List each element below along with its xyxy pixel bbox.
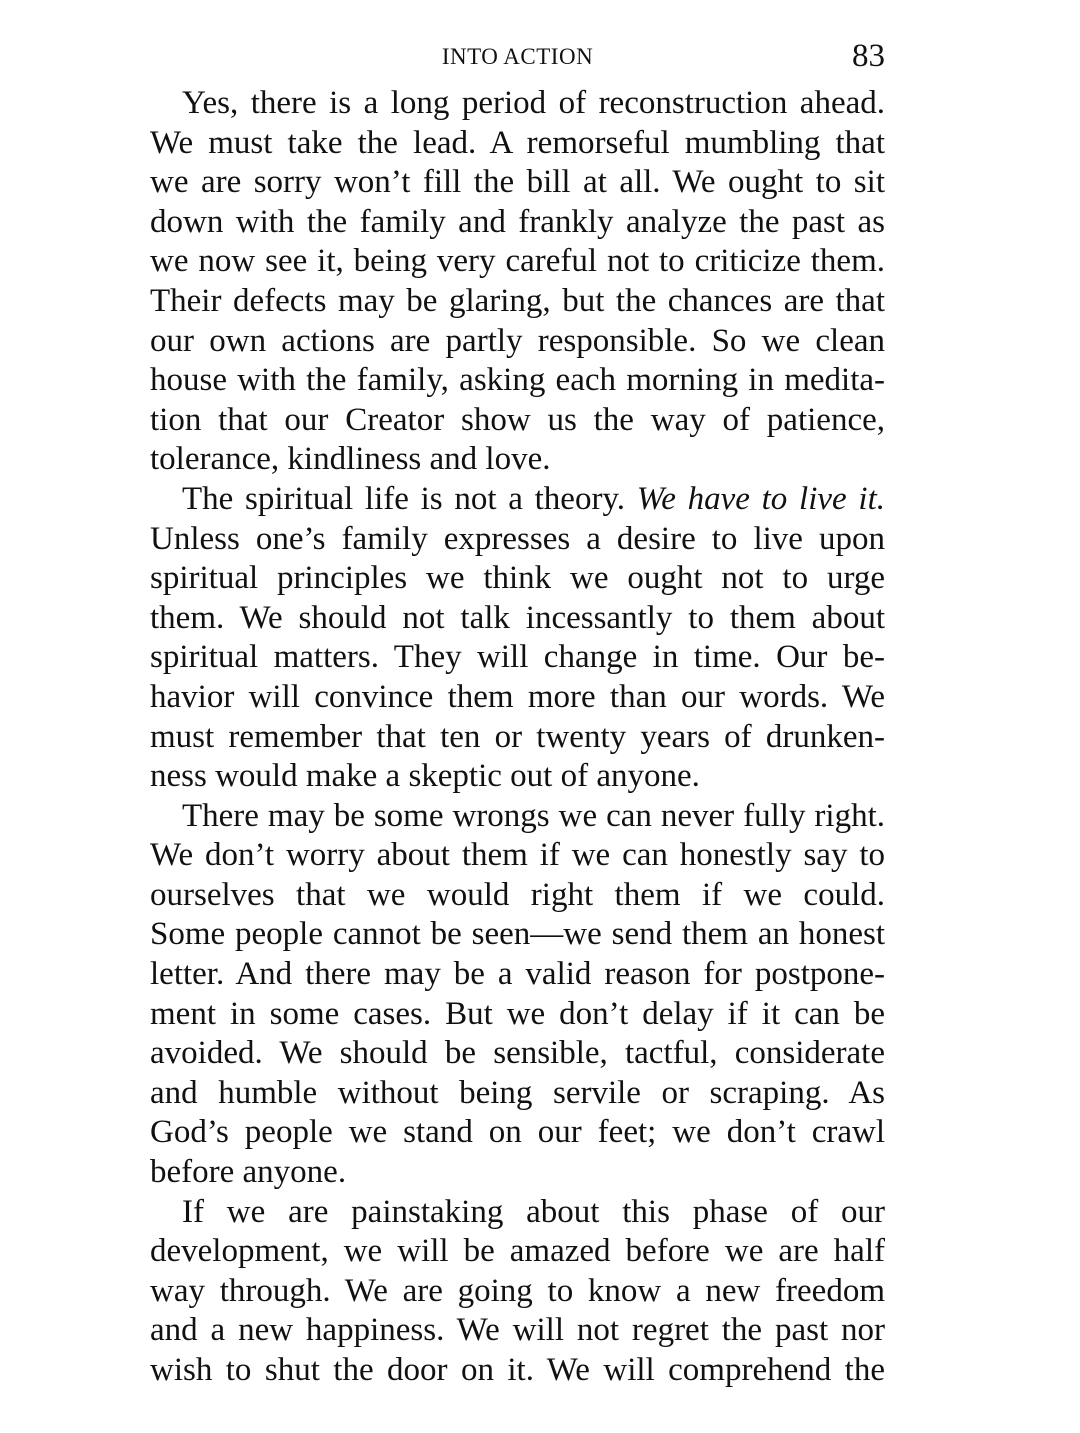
running-title: INTO ACTION (441, 44, 594, 69)
text-line (150, 836, 885, 876)
text-line-content: Yes, there is a long period of reconstruction ahead. (182, 85, 885, 121)
text-line-content: tolerance, kindliness and love. (150, 441, 551, 478)
text-line (150, 876, 885, 916)
text-line (150, 1113, 885, 1153)
text-line (150, 1232, 885, 1272)
page-number: 83 (852, 38, 885, 74)
text-line (150, 678, 885, 718)
text-line (150, 440, 885, 480)
text-line-content: we are sorry won’t fill the bill at all. We ought to sit (150, 164, 885, 201)
text-line (150, 955, 885, 995)
text-line (150, 718, 885, 758)
text-line (150, 401, 885, 441)
text-line-content: spiritual principles we think we ought not to urge (150, 560, 885, 597)
text-line (150, 1153, 885, 1193)
text-line-content: Some people cannot be seen—we send them an honest (150, 916, 885, 953)
text-line-content: We must take the lead. A remorseful mumbling that (150, 124, 885, 161)
text-line (150, 638, 885, 678)
text-line-content: our own actions are partly responsible. So we clean (150, 322, 885, 359)
text-line-content: letter. And there may be a valid reason for postpone- (150, 956, 885, 993)
text-line (150, 915, 885, 955)
text-line-content: If we are painstaking about this phase of our (182, 1193, 885, 1230)
text-line (150, 1074, 885, 1114)
text-line-content: house with the family, asking each morning in medita- (150, 362, 885, 399)
text-line-content: development, we will be amazed before we are half (150, 1233, 885, 1270)
text-line-content: them. We should not talk incessantly to them about (150, 599, 885, 636)
text-line-content: The spiritual life is not a theory. (182, 480, 637, 517)
text-line (150, 599, 885, 639)
text-line (150, 559, 885, 599)
text-line-content: ness would make a skeptic out of anyone. (150, 758, 700, 795)
text-line-content: There may be some wrongs we can never fully right. (182, 797, 885, 834)
text-line-content: down with the family and frankly analyze the past as (150, 203, 885, 240)
paragraph-first-line (150, 1193, 885, 1233)
text-line-content: Unless one’s family expresses a desire to live upon (150, 520, 885, 557)
text-line-content: and a new happiness. We will not regret the past nor (150, 1312, 885, 1349)
text-line (150, 995, 885, 1035)
text-line (150, 757, 885, 797)
page-header (150, 40, 885, 80)
text-line (150, 282, 885, 322)
text-line (150, 1351, 885, 1391)
text-line (150, 124, 885, 164)
text-line-content: spiritual matters. They will change in time. Our be- (150, 639, 885, 676)
text-line-content: way through. We are going to know a new freedom (150, 1272, 885, 1309)
text-line (150, 361, 885, 401)
text-line-content: tion that our Creator show us the way of patience, (150, 401, 885, 438)
text-line-content: must remember that ten or twenty years of drunken- (150, 718, 885, 755)
text-line (150, 1311, 885, 1351)
text-line-content: havior will convince them more than our words. We (150, 678, 885, 715)
text-line-content: God’s people we stand on our feet; we don’t crawl (150, 1114, 885, 1151)
text-line (150, 203, 885, 243)
text-line-content: we now see it, being very careful not to criticize them. (150, 243, 885, 280)
text-line (150, 322, 885, 362)
text-line (150, 1034, 885, 1074)
text-line (150, 1272, 885, 1312)
text-line (150, 520, 885, 560)
text-line-content: ourselves that we would right them if we could. (150, 876, 885, 913)
paragraph-first-line (150, 797, 885, 837)
paragraph-first-line (150, 84, 885, 124)
text-line-content: avoided. We should be sensible, tactful, considerate (150, 1035, 885, 1072)
text-line (150, 242, 885, 282)
paragraph-first-line (150, 480, 885, 520)
text-line-content: We don’t worry about them if we can honestly say to (150, 837, 885, 874)
text-line-content: ment in some cases. But we don’t delay if it can be (150, 995, 885, 1032)
text-line (150, 163, 885, 203)
emphasized-text: We have to live it. (636, 480, 885, 517)
text-line-content: before anyone. (150, 1154, 347, 1191)
text-line-content: Their defects may be glaring, but the chances are that (150, 282, 885, 319)
page-body-text (150, 84, 885, 1391)
text-line-content: and humble without being servile or scraping. As (150, 1074, 885, 1111)
text-line-content: wish to shut the door on it. We will comprehend the (150, 1352, 885, 1388)
